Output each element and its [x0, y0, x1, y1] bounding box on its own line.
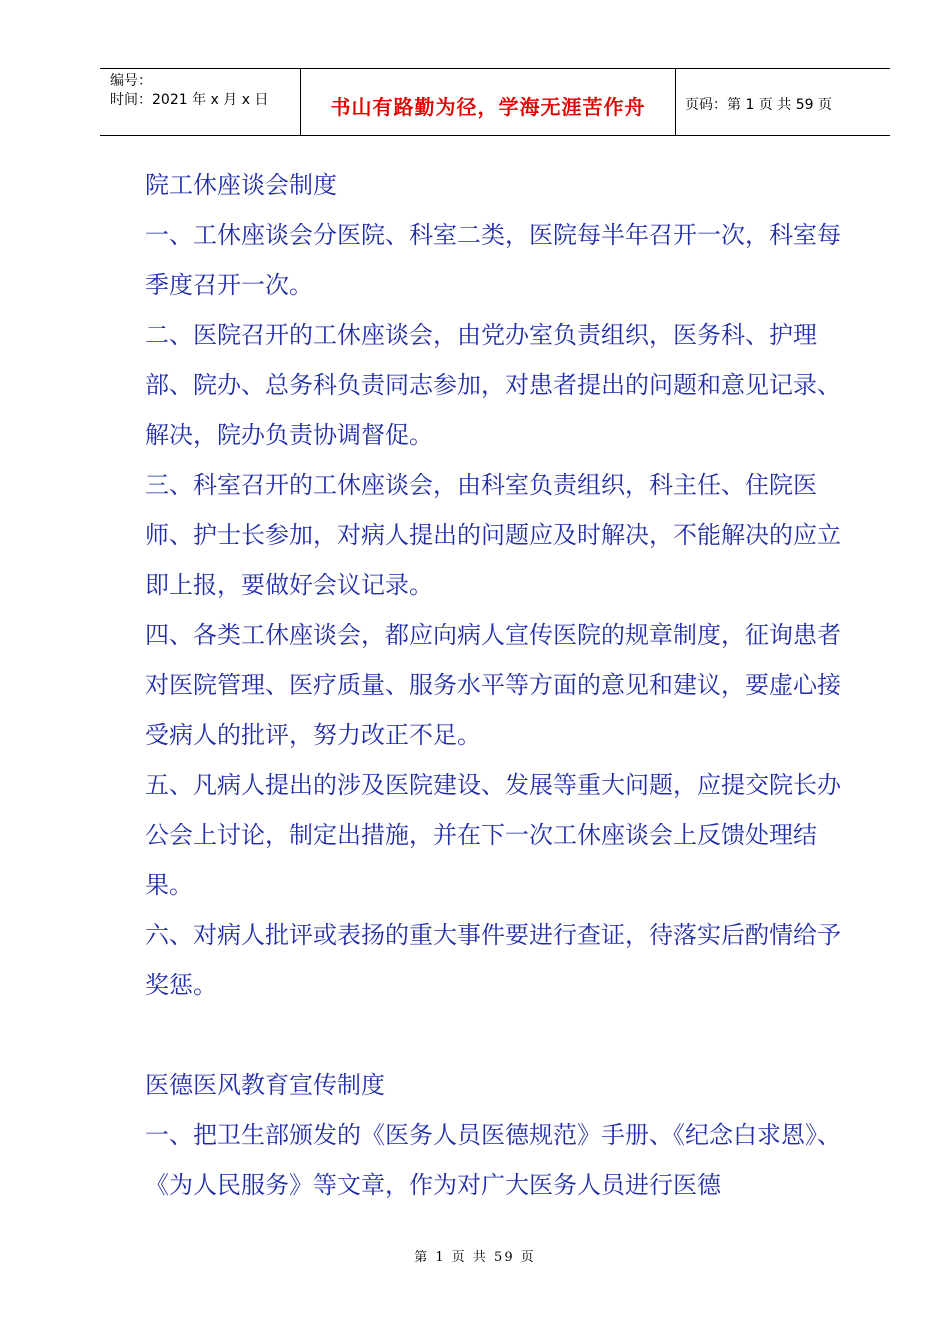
header-divider: [675, 69, 676, 135]
section-title: 医德医风教育宣传制度: [145, 1071, 385, 1099]
page-footer: 第 1 页 共 59 页: [414, 1250, 536, 1265]
document-body: [145, 160, 850, 1210]
paragraph: 六、对病人批评或表扬的重大事件要进行查证，待落实后酌情给予奖惩。: [145, 921, 841, 999]
paragraph: 一、工休座谈会分医院、科室二类，医院每半年召开一次，科室每季度召开一次。: [145, 221, 841, 299]
header-meta: [110, 72, 268, 110]
section-spacer: [145, 1010, 850, 1060]
paragraph: 四、各类工休座谈会，都应向病人宣传医院的规章制度，征询患者对医院管理、医疗质量、服务水平等方面的意见和建议，要虚心接受病人的批评，努力改正不足。: [145, 621, 841, 749]
paragraph: 二、医院召开的工休座谈会，由党办室负责组织，医务科、护理部、院办、总务科负责同志参加，对患者提出的问题和意见记录、解决，院办负责协调督促。: [145, 321, 841, 449]
paragraph: 五、凡病人提出的涉及医院建设、发展等重大问题，应提交院长办公会上讨论，制定出措施，并在下一次工休座谈会上反馈处理结果。: [145, 771, 841, 899]
paragraph: 一、把卫生部颁发的《医务人员医德规范》手册、《纪念白求恩》、《为人民服务》等文章，作为对广大医务人员进行医德: [145, 1121, 841, 1199]
time-label: 时间：2021 年 x 月 x 日: [110, 92, 269, 108]
section-title: 院工休座谈会制度: [145, 171, 337, 199]
header-motto: 书山有路勤为径，学海无涯苦作舟: [330, 95, 646, 119]
paragraph: 三、科室召开的工休座谈会，由科室负责组织，科主任、住院医师、护士长参加，对病人提出的问题应及时解决，不能解决的应立即上报，要做好会议记录。: [145, 471, 841, 599]
header-page-info: 页码：第 1 页 共 59 页: [685, 97, 832, 113]
page-header: [100, 68, 890, 136]
number-label: 编号：: [110, 73, 152, 89]
